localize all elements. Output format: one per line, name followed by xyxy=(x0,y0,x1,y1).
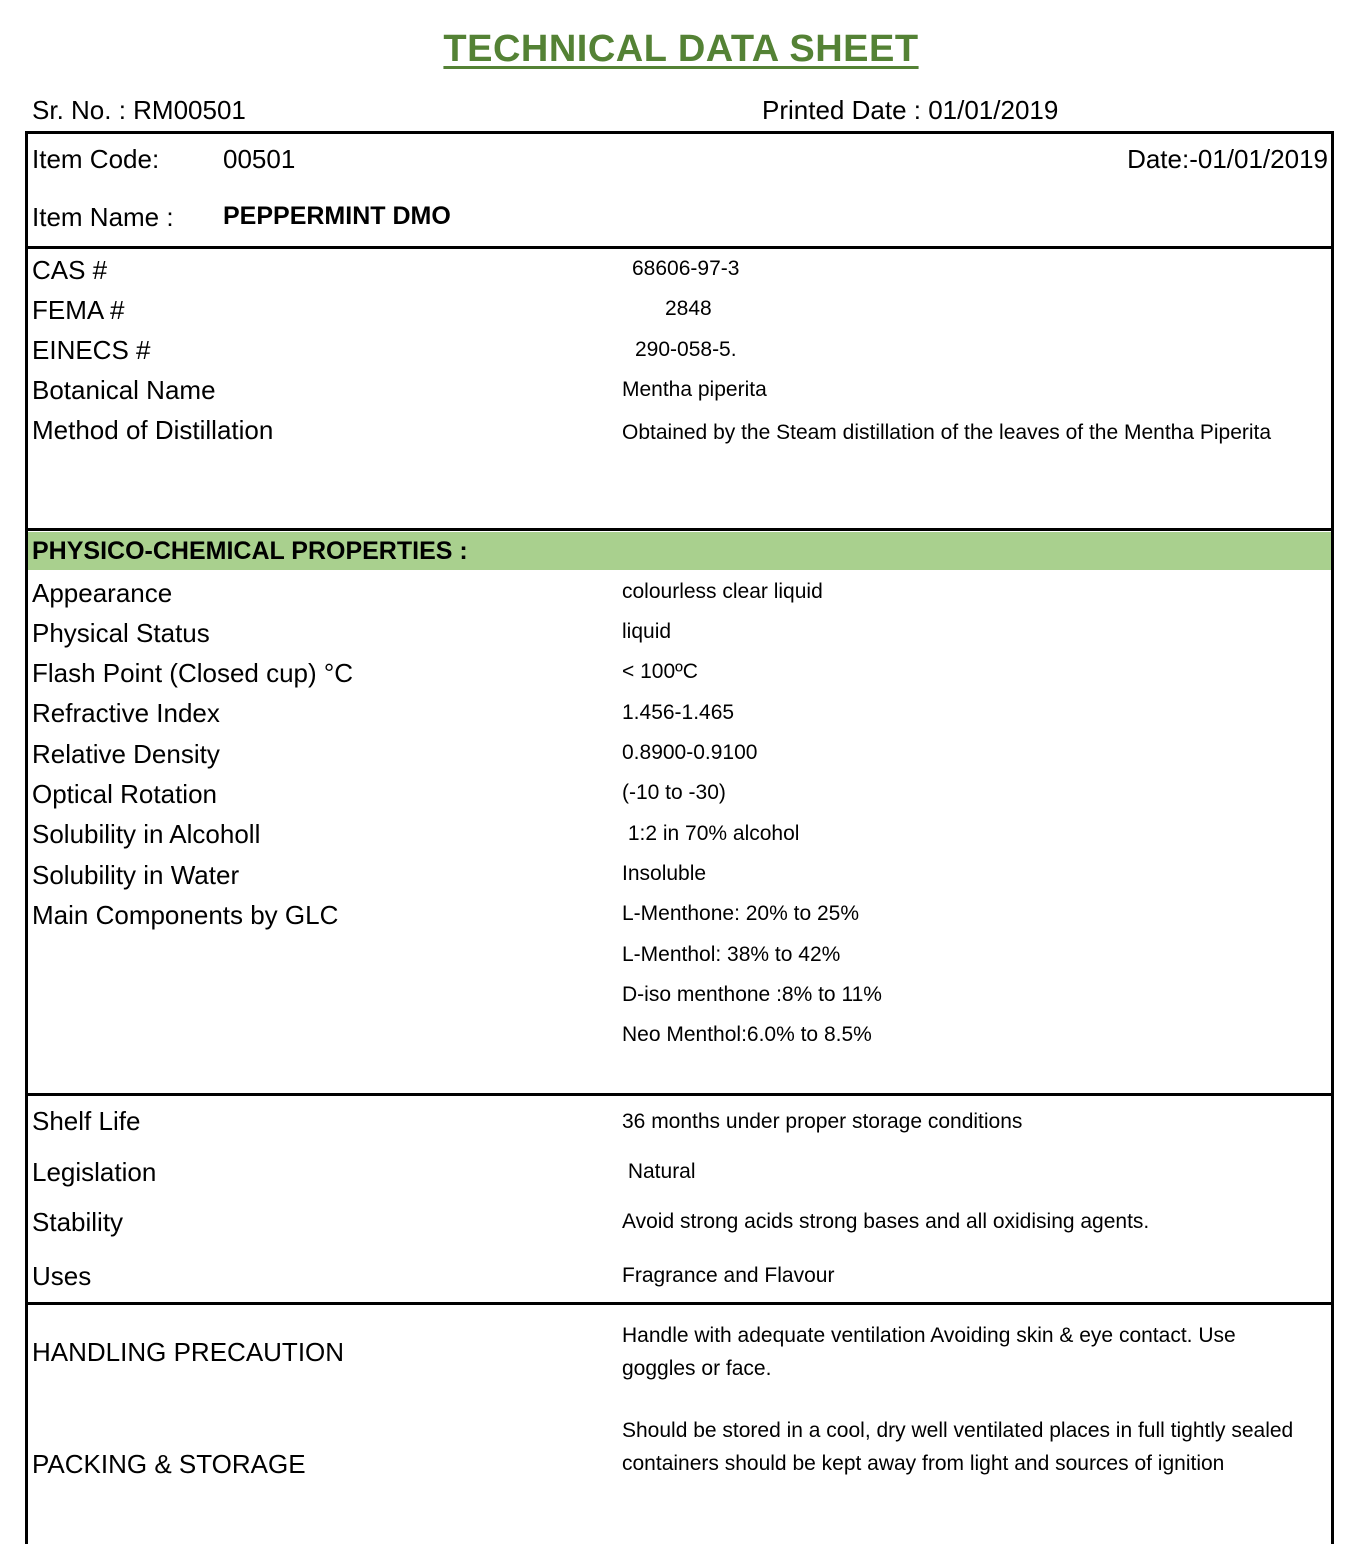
packing-storage-value: Should be stored in a cool, dry well ventilated places in full tightly sealed containers should be kept away from light and sources of ignition xyxy=(622,1419,1294,1475)
stability-value: Avoid strong acids strong bases and all oxidising agents. xyxy=(622,1210,1150,1233)
main-components-label: Main Components by GLC xyxy=(32,900,339,930)
packing-storage-label: PACKING & STORAGE xyxy=(32,1449,306,1479)
flash-point-label: Flash Point (Closed cup) °C xyxy=(32,658,354,688)
appearance-value: colourless clear liquid xyxy=(622,580,823,603)
optical-rotation-value: (-10 to -30) xyxy=(622,781,726,804)
physico-chemical-header xyxy=(28,532,1331,570)
handling-value: Handle with adequate ventilation Avoiding skin & eye contact. Use goggles or face. xyxy=(622,1324,1236,1380)
cas-value: 68606-97-3 xyxy=(632,257,740,280)
solubility-alcohol-value: 1:2 in 70% alcohol xyxy=(622,822,800,845)
component-menthol: L-Menthol: 38% to 42% xyxy=(622,943,841,966)
appearance-label: Appearance xyxy=(32,578,173,608)
divider-properties xyxy=(25,1093,1334,1096)
item-code-value: 00501 xyxy=(223,144,296,174)
solubility-alcohol-label: Solubility in Alcoholl xyxy=(32,819,261,849)
stability-label: Stability xyxy=(32,1207,124,1237)
einecs-label: EINECS # xyxy=(32,335,151,365)
botanical-name-value: Mentha piperita xyxy=(622,378,767,401)
cas-label: CAS # xyxy=(32,255,108,285)
distillation-label: Method of Distillation xyxy=(32,415,274,445)
relative-density-label: Relative Density xyxy=(32,739,220,769)
optical-rotation-label: Optical Rotation xyxy=(32,779,217,809)
refractive-index-value: 1.456-1.465 xyxy=(622,701,735,724)
item-name-label: Item Name : xyxy=(32,202,174,232)
handling-label: HANDLING PRECAUTION xyxy=(32,1337,345,1367)
item-code-label: Item Code: xyxy=(32,144,160,174)
component-menthone: L-Menthone: 20% to 25% xyxy=(622,902,859,925)
solubility-water-label: Solubility in Water xyxy=(32,860,240,890)
solubility-water-value: Insoluble xyxy=(622,862,707,885)
printed-date: Printed Date : 01/01/2019 xyxy=(762,95,1059,125)
relative-density-value: 0.8900-0.9100 xyxy=(622,741,758,764)
distillation-value: Obtained by the Steam distillation of the leaves of the Mentha Piperita xyxy=(622,421,1272,444)
flash-point-value: < 100ºC xyxy=(622,660,698,683)
fema-label: FEMA # xyxy=(32,295,125,325)
component-iso-menthone: D-iso menthone :8% to 11% xyxy=(622,983,882,1006)
einecs-value: 290-058-5. xyxy=(635,338,737,361)
divider-header xyxy=(25,246,1334,249)
item-date: Date:-01/01/2019 xyxy=(1127,144,1328,174)
shelf-life-value: 36 months under proper storage conditions xyxy=(622,1110,1023,1133)
divider-identification xyxy=(25,528,1334,531)
physico-chemical-heading: PHYSICO-CHEMICAL PROPERTIES : xyxy=(32,537,468,565)
document-title: TECHNICAL DATA SHEET xyxy=(443,28,919,70)
item-name-value: PEPPERMINT DMO xyxy=(223,202,451,230)
divider-other xyxy=(25,1302,1334,1305)
uses-label: Uses xyxy=(32,1261,92,1291)
fema-value: 2848 xyxy=(665,297,712,320)
legislation-label: Legislation xyxy=(32,1157,157,1187)
physical-status-label: Physical Status xyxy=(32,618,210,648)
refractive-index-label: Refractive Index xyxy=(32,698,220,728)
serial-number: Sr. No. : RM00501 xyxy=(32,95,246,125)
botanical-name-label: Botanical Name xyxy=(32,375,216,405)
component-neo-menthol: Neo Menthol:6.0% to 8.5% xyxy=(622,1023,872,1046)
uses-value: Fragrance and Flavour xyxy=(622,1264,835,1287)
shelf-life-label: Shelf Life xyxy=(32,1106,141,1136)
physical-status-value: liquid xyxy=(622,620,672,643)
legislation-value: Natural xyxy=(622,1160,696,1183)
